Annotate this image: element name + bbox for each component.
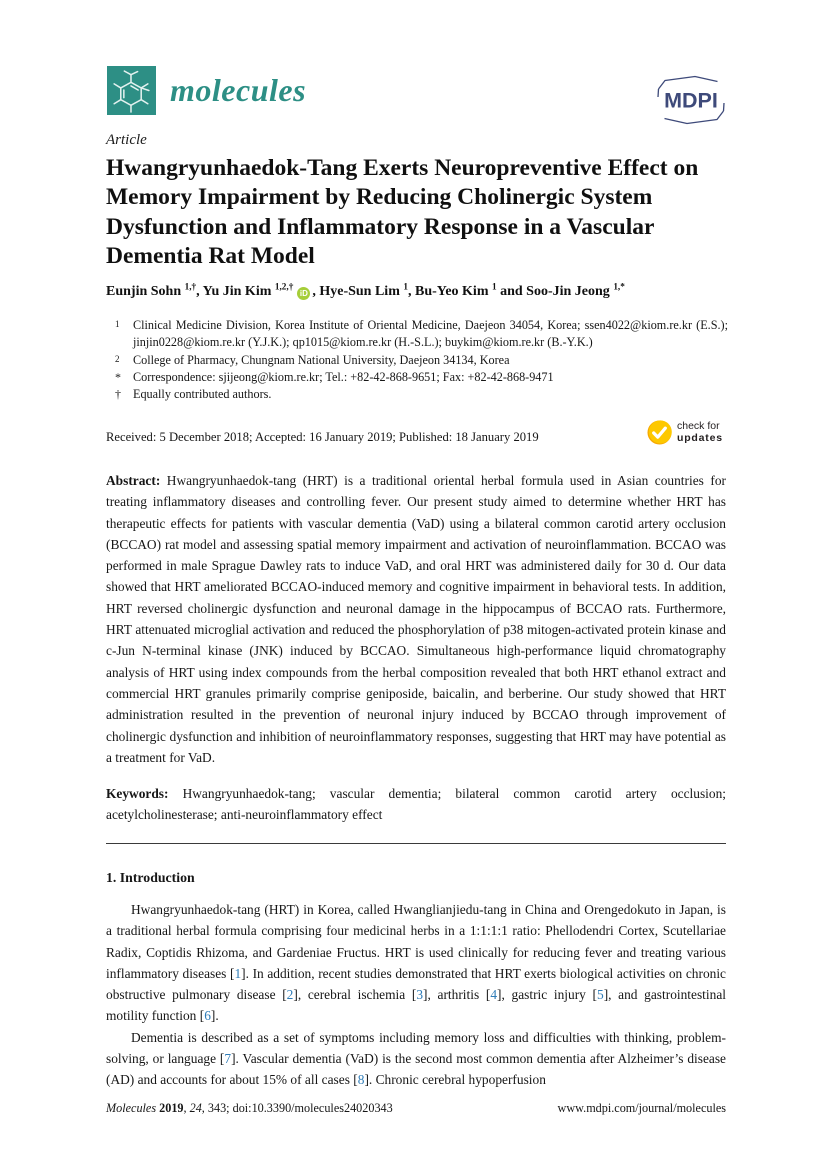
affiliation-marker: 1 (115, 319, 120, 329)
affiliation-1 (106, 317, 728, 352)
badge-line1: check for (677, 420, 720, 432)
citation-link[interactable]: 2 (286, 987, 294, 1003)
mdpi-wordmark: MDPI (664, 88, 718, 113)
article-type-label: Article (106, 132, 147, 148)
badge-line2: updates (677, 431, 723, 444)
abstract-label: Abstract: (106, 473, 161, 488)
checkmark-icon (647, 420, 672, 445)
page-footer (106, 1101, 726, 1116)
keywords-text: Hwangryunhaedok-tang; vascular dementia; bilateral common carotid artery occlusion; acetylcholinesterase; anti-neuroinflammatory effect (106, 786, 726, 823)
check-for-updates-badge[interactable] (647, 420, 723, 445)
page-title: Hwangryunhaedok-Tang Exerts Neuropreventive Effect on Memory Impairment by Reducing Cholinergic System Dysfunction and Inflammatory Response in a Vascular Dementia Rat Model (106, 155, 699, 270)
correspondence-line (106, 369, 728, 386)
section-divider (106, 843, 726, 844)
abstract-text: Hwangryunhaedok-tang (HRT) is a traditional oriental herbal formula used in Asian countries for treating inflammatory diseases and controlling fever. Our present study aimed to determine whether HRT has therapeutic effects for patients with vascular dementia (VaD) using a bilateral common carotid artery occlusion (BCCAO) rat model and assessing spatial memory impairment and activation of neuroinflammation. BCCAO was performed in male Sprague Dawley rats to induce VaD, and oral HRT was administered daily for 30 d. Our data showed that HRT ameliorated BCCAO-induced memory and cognitive impairment in behavioral tests. In addition, HRT reversed cholinergic dysfunction and neuronal damage in the hippocampus of BCCAO rats. Furthermore, HRT attenuated microglial activation and reduced the phosphorylation of p38 mitogen-activated protein kinase and c-Jun N-terminal kinase (JNK) induced by BCCAO. Simultaneous high-performance liquid chromatography analysis of HRT using index compounds from the herbal composition revealed that both HRT ethanol extract and commercial HRT granules primarily comprise geniposide, baicalin, and berberine. Our study showed that HRT administration resulted in the prevention of neuronal injury induced by BCCAO through improvement of cholinergic dysfunction and inhibition of neuroinflammatory responses, suggesting that HRT may have potential as a treatment for VaD. (106, 473, 726, 765)
journal-logo[interactable] (107, 66, 306, 115)
citation-link[interactable]: 6 (204, 1008, 211, 1024)
correspondence-marker: * (115, 369, 121, 384)
molecules-logo-icon (107, 66, 156, 115)
affiliation-marker: 2 (115, 353, 120, 364)
article-body (106, 870, 726, 1091)
affiliation-text: College of Pharmacy, Chungnam National University, Daejeon 34134, Korea (133, 352, 510, 367)
equal-contribution-text: Equally contributed authors. (133, 387, 272, 402)
badge-text (677, 421, 723, 444)
affiliation-2 (106, 352, 728, 369)
affiliations-block (106, 317, 728, 403)
equal-contribution-marker: † (115, 387, 121, 402)
correspondence-text: Correspondence: sjijeong@kiom.re.kr; Tel.: +82-42-868-9651; Fax: +82-42-868-9471 (133, 369, 554, 384)
citation-link[interactable]: 3 (416, 987, 424, 1003)
equal-contribution-line (106, 386, 728, 403)
keywords-label: Keywords: (106, 786, 169, 801)
citation-link[interactable]: 5 (596, 987, 604, 1003)
journal-name: molecules (170, 72, 307, 108)
affiliation-text: Clinical Medicine Division, Korea Institute of Oriental Medicine, Daejeon 34054, Korea; ssen4022@kiom.re.kr (E.S.); jinjin0228@kiom.re.kr (Y.J.K.); qp1015@kiom.re.kr (H.-S.L.); buykim@kiom.re.kr (B.-Y.K.) (133, 318, 728, 350)
abstract (106, 470, 726, 768)
keywords (106, 783, 726, 826)
mdpi-logo[interactable] (654, 74, 728, 126)
section-heading-introduction: 1. Introduction (106, 870, 195, 885)
citation-link[interactable]: 8 (357, 1072, 365, 1088)
publication-dates: Received: 5 December 2018; Accepted: 16 January 2019; Published: 18 January 2019 (106, 430, 539, 444)
journal-url[interactable]: www.mdpi.com/journal/molecules (557, 1101, 726, 1115)
orcid-icon[interactable]: iD (297, 287, 310, 300)
intro-paragraph-1: Hwangryunhaedok-tang (HRT) in Korea, called Hwanglianjiedu-tang in China and Orengedokuto in Japan, is a traditional herbal formula comprising four medicinal herbs in a 1:1:1:1 ratio: Phellodendri Cortex, Scutellariae Radix, Coptidis Rhizoma, and Gardeniae Fructus. HRT is used clinically for reducing fever and treating various inflammatory diseases [1]. In addition, recent studies demonstrated that HRT exerts biological activities on chronic obstructive pulmonary disease [2], cerebral ischemia [3], arthritis [4], gastric injury [5], and gastrointestinal motility function [6]. (106, 902, 726, 1024)
citation-link[interactable]: 4 (490, 987, 498, 1003)
author-list: Eunjin Sohn $^{1,\dagger}$, Yu Jin Kim $^{1,2,\dagger}$iD , Hye-Sun Lim $^1$, Bu-Yeo Kim $^1$ and Soo-Jin Jeong $^{1,*}$ (106, 281, 625, 299)
citation-link[interactable]: 7 (224, 1051, 232, 1067)
citation-link[interactable]: 1 (234, 965, 242, 981)
intro-paragraph-2: Dementia is described as a set of symptoms including memory loss and difficulties with thinking, problem-solving, or language [7]. Vascular dementia (VaD) is the second most common dementia after Alzheimer’s disease (AD) and accounts for about 15% of all cases [8]. Chronic cerebral hypoperfusion (106, 1029, 726, 1088)
journal-citation: Molecules 2019, 24, 343; doi:10.3390/molecules24020343 (106, 1101, 393, 1115)
